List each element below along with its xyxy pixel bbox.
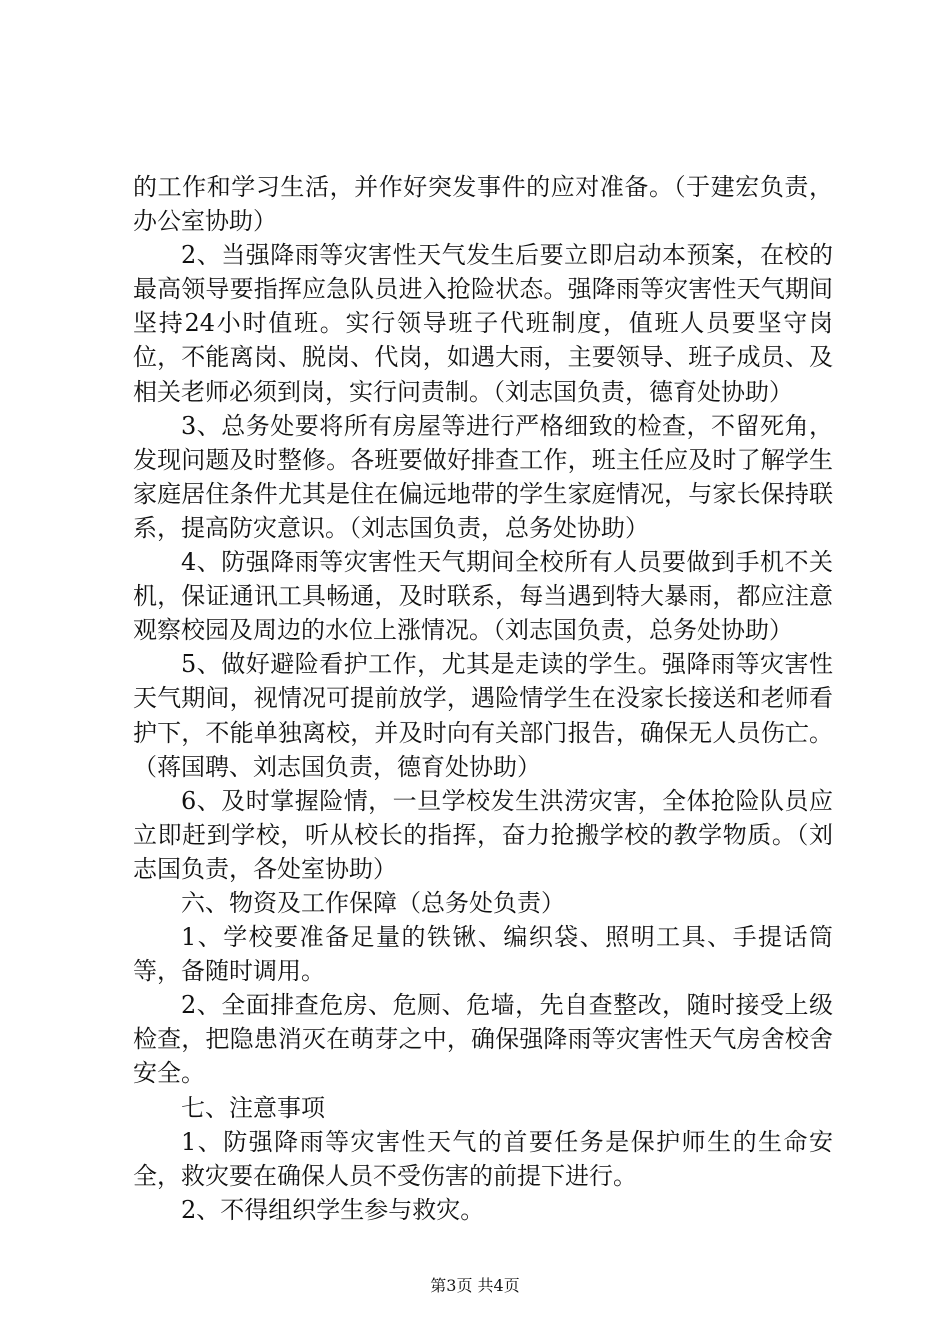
paragraph-item-4: 4、防强降雨等灾害性天气期间全校所有人员要做到手机不关机，保证通讯工具畅通，及时联系，每当遇到特大暴雨，都应注意观察校园及周边的水位上涨情况。（刘志国负责，总务处协助）	[133, 548, 833, 645]
paragraph-item-5: 5、做好避险看护工作，尤其是走读的学生。强降雨等灾害性天气期间，视情况可提前放学，遇险情学生在没家长接送和老师看护下，不能单独离校，并及时向有关部门报告，确保无人员伤亡。（蒋国聘、刘志国负责，德育处协助）	[133, 650, 833, 781]
page-footer	[0, 1276, 950, 1296]
page-number: 第3页 共4页	[430, 1276, 520, 1295]
document-body	[133, 170, 833, 1227]
section-heading-six: 六、物资及工作保障（总务处负责）	[181, 888, 565, 917]
paragraph-item-6: 6、及时掌握险情，一旦学校发生洪涝灾害，全体抢险队员应立即赶到学校，听从校长的指挥，奋力抢搬学校的教学物质。（刘志国负责，各处室协助）	[133, 786, 833, 883]
section-heading-seven: 七、注意事项	[181, 1093, 325, 1122]
paragraph-item-3: 3、总务处要将所有房屋等进行严格细致的检查，不留死角，发现问题及时整修。各班要做好排查工作，班主任应及时了解学生家庭居住条件尤其是住在偏远地带的学生家庭情况，与家长保持联系，提高防灾意识。（刘志国负责，总务处协助）	[133, 411, 833, 542]
paragraph-notes-1: 1、防强降雨等灾害性天气的首要任务是保护师生的生命安全，救灾要在确保人员不受伤害的前提下进行。	[133, 1127, 833, 1190]
paragraph-item-2: 2、当强降雨等灾害性天气发生后要立即启动本预案，在校的最高领导要指挥应急队员进入抢险状态。强降雨等灾害性天气期间坚持24小时值班。实行领导班子代班制度，值班人员要坚守岗位，不能离岗、脱岗、代岗，如遇大雨，主要领导、班子成员、及相关老师必须到岗，实行问责制。（刘志国负责，德育处协助）	[133, 241, 833, 406]
paragraph-continuation: 的工作和学习生活，并作好突发事件的应对准备。（于建宏负责，办公室协助）	[133, 173, 833, 236]
paragraph-supplies-1: 1、学校要准备足量的铁锹、编织袋、照明工具、手提话筒等，备随时调用。	[133, 923, 833, 986]
paragraph-notes-2: 2、不得组织学生参与救灾。	[181, 1195, 485, 1224]
paragraph-supplies-2: 2、全面排查危房、危厕、危墙，先自查整改，随时接受上级检查，把隐患消灭在萌芽之中，确保强降雨等灾害性天气房舍校舍安全。	[133, 991, 833, 1088]
